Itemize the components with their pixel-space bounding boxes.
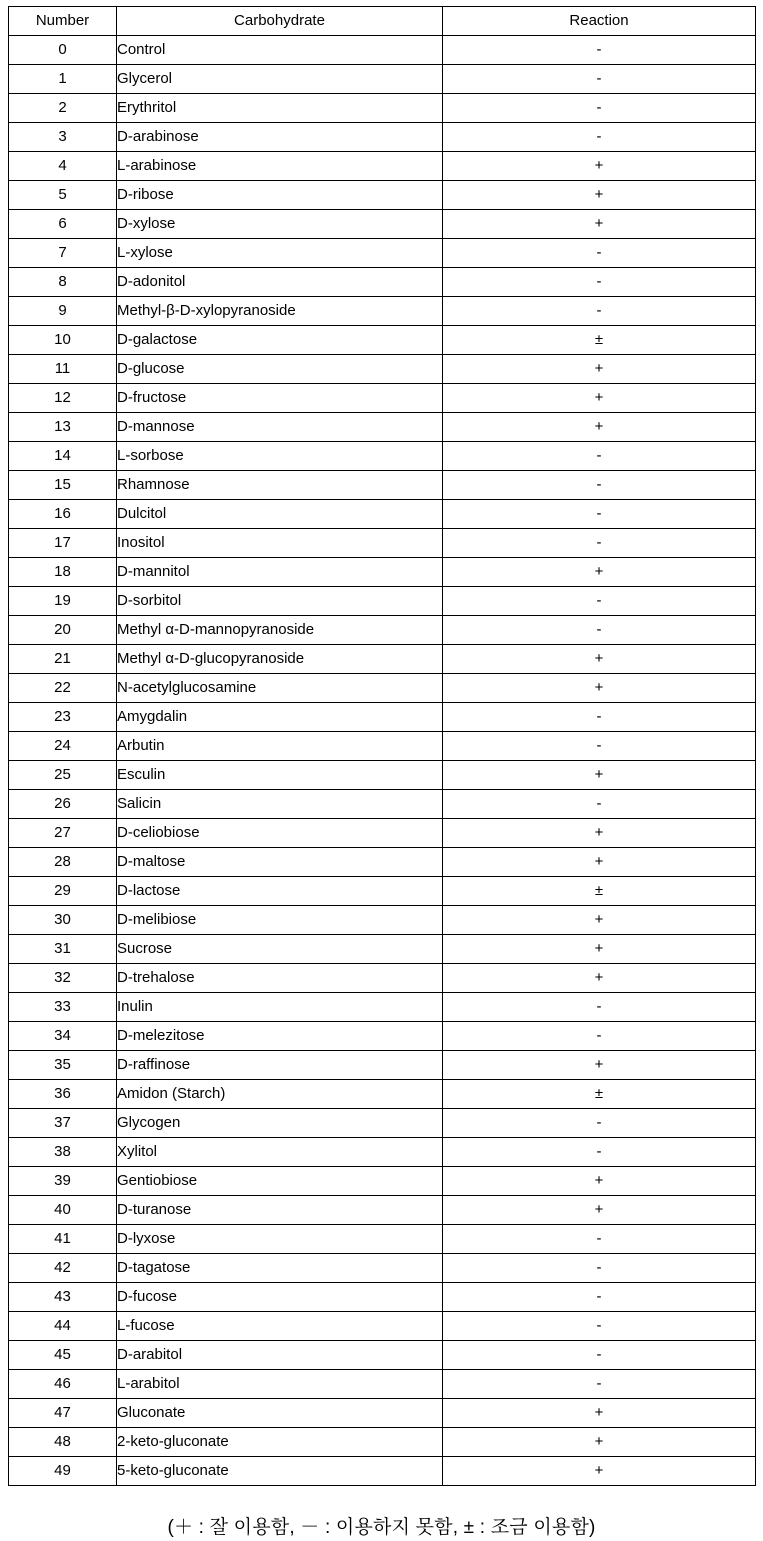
table-row — [9, 616, 756, 645]
cell-carbohydrate: Amidon (Starch) — [117, 1080, 443, 1109]
cell-carbohydrate: Inulin — [117, 993, 443, 1022]
cell-carbohydrate: D-galactose — [117, 326, 443, 355]
table-body — [9, 36, 756, 1486]
cell-number: 10 — [9, 326, 117, 355]
cell-number: 31 — [9, 935, 117, 964]
cell-carbohydrate: D-arabitol — [117, 1341, 443, 1370]
cell-number: 30 — [9, 906, 117, 935]
cell-number: 18 — [9, 558, 117, 587]
cell-reaction: - — [443, 993, 756, 1022]
cell-reaction: + — [443, 210, 756, 239]
cell-carbohydrate: L-xylose — [117, 239, 443, 268]
cell-number: 28 — [9, 848, 117, 877]
cell-carbohydrate: Methyl-β-D-xylopyranoside — [117, 297, 443, 326]
cell-number: 32 — [9, 964, 117, 993]
cell-carbohydrate: Methyl α-D-mannopyranoside — [117, 616, 443, 645]
table-row — [9, 645, 756, 674]
cell-reaction: + — [443, 1428, 756, 1457]
cell-reaction: - — [443, 65, 756, 94]
table-row — [9, 848, 756, 877]
cell-carbohydrate: D-sorbitol — [117, 587, 443, 616]
cell-reaction: - — [443, 239, 756, 268]
cell-number: 3 — [9, 123, 117, 152]
cell-carbohydrate: L-fucose — [117, 1312, 443, 1341]
cell-reaction: ± — [443, 1080, 756, 1109]
cell-reaction: + — [443, 1051, 756, 1080]
cell-carbohydrate: D-tagatose — [117, 1254, 443, 1283]
cell-carbohydrate: Dulcitol — [117, 500, 443, 529]
cell-reaction: - — [443, 1254, 756, 1283]
table-row — [9, 1457, 756, 1486]
table-row — [9, 1283, 756, 1312]
table-row — [9, 1051, 756, 1080]
cell-carbohydrate: D-mannitol — [117, 558, 443, 587]
column-header-carbohydrate: Carbohydrate — [117, 7, 443, 36]
cell-number: 38 — [9, 1138, 117, 1167]
cell-number: 14 — [9, 442, 117, 471]
cell-reaction: + — [443, 152, 756, 181]
cell-carbohydrate: Control — [117, 36, 443, 65]
table-row — [9, 500, 756, 529]
cell-carbohydrate: L-sorbose — [117, 442, 443, 471]
table-row — [9, 152, 756, 181]
table-row — [9, 819, 756, 848]
cell-reaction: ± — [443, 326, 756, 355]
cell-carbohydrate: D-trehalose — [117, 964, 443, 993]
cell-number: 29 — [9, 877, 117, 906]
cell-reaction: - — [443, 1109, 756, 1138]
cell-reaction: ± — [443, 877, 756, 906]
cell-carbohydrate: N-acetylglucosamine — [117, 674, 443, 703]
cell-number: 9 — [9, 297, 117, 326]
cell-reaction: + — [443, 558, 756, 587]
table-row — [9, 1428, 756, 1457]
table-row — [9, 471, 756, 500]
table-row — [9, 1341, 756, 1370]
table-row — [9, 210, 756, 239]
table-row — [9, 384, 756, 413]
cell-number: 44 — [9, 1312, 117, 1341]
cell-carbohydrate: Methyl α-D-glucopyranoside — [117, 645, 443, 674]
table-row — [9, 65, 756, 94]
table-row — [9, 94, 756, 123]
cell-number: 0 — [9, 36, 117, 65]
cell-number: 8 — [9, 268, 117, 297]
cell-reaction: - — [443, 1283, 756, 1312]
cell-carbohydrate: 2-keto-gluconate — [117, 1428, 443, 1457]
cell-reaction: + — [443, 384, 756, 413]
cell-number: 35 — [9, 1051, 117, 1080]
column-header-number: Number — [9, 7, 117, 36]
cell-carbohydrate: Gluconate — [117, 1399, 443, 1428]
cell-number: 16 — [9, 500, 117, 529]
table-row — [9, 123, 756, 152]
cell-carbohydrate: Glycogen — [117, 1109, 443, 1138]
cell-reaction: - — [443, 587, 756, 616]
cell-carbohydrate: D-raffinose — [117, 1051, 443, 1080]
cell-number: 48 — [9, 1428, 117, 1457]
cell-number: 24 — [9, 732, 117, 761]
table-row — [9, 761, 756, 790]
table-row — [9, 1109, 756, 1138]
cell-reaction: + — [443, 761, 756, 790]
cell-reaction: - — [443, 442, 756, 471]
table-row — [9, 558, 756, 587]
table-row — [9, 1225, 756, 1254]
cell-reaction: - — [443, 268, 756, 297]
cell-carbohydrate: D-turanose — [117, 1196, 443, 1225]
cell-reaction: - — [443, 1138, 756, 1167]
table-row — [9, 703, 756, 732]
cell-carbohydrate: D-arabinose — [117, 123, 443, 152]
cell-carbohydrate: L-arabinose — [117, 152, 443, 181]
table-row — [9, 906, 756, 935]
cell-number: 15 — [9, 471, 117, 500]
cell-number: 47 — [9, 1399, 117, 1428]
table-row — [9, 993, 756, 1022]
cell-reaction: - — [443, 732, 756, 761]
cell-number: 19 — [9, 587, 117, 616]
cell-number: 42 — [9, 1254, 117, 1283]
cell-reaction: - — [443, 297, 756, 326]
table-row — [9, 790, 756, 819]
cell-number: 23 — [9, 703, 117, 732]
table-row — [9, 1080, 756, 1109]
cell-carbohydrate: D-maltose — [117, 848, 443, 877]
table-row — [9, 1312, 756, 1341]
cell-reaction: + — [443, 819, 756, 848]
cell-number: 49 — [9, 1457, 117, 1486]
table-row — [9, 413, 756, 442]
cell-reaction: + — [443, 181, 756, 210]
table-row — [9, 877, 756, 906]
cell-reaction: - — [443, 1225, 756, 1254]
cell-carbohydrate: D-lyxose — [117, 1225, 443, 1254]
cell-reaction: - — [443, 529, 756, 558]
cell-reaction: - — [443, 703, 756, 732]
cell-carbohydrate: D-glucose — [117, 355, 443, 384]
cell-carbohydrate: Inositol — [117, 529, 443, 558]
cell-reaction: + — [443, 674, 756, 703]
table-row — [9, 297, 756, 326]
cell-reaction: - — [443, 123, 756, 152]
table-row — [9, 964, 756, 993]
cell-carbohydrate: Xylitol — [117, 1138, 443, 1167]
cell-reaction: + — [443, 355, 756, 384]
cell-number: 43 — [9, 1283, 117, 1312]
cell-carbohydrate: D-melezitose — [117, 1022, 443, 1051]
cell-number: 4 — [9, 152, 117, 181]
cell-number: 22 — [9, 674, 117, 703]
cell-number: 41 — [9, 1225, 117, 1254]
cell-reaction: - — [443, 790, 756, 819]
table-row — [9, 674, 756, 703]
cell-carbohydrate: Rhamnose — [117, 471, 443, 500]
cell-reaction: - — [443, 1022, 756, 1051]
cell-number: 12 — [9, 384, 117, 413]
cell-carbohydrate: D-fucose — [117, 1283, 443, 1312]
cell-number: 6 — [9, 210, 117, 239]
cell-reaction: + — [443, 645, 756, 674]
cell-carbohydrate: Arbutin — [117, 732, 443, 761]
table-row — [9, 529, 756, 558]
cell-number: 1 — [9, 65, 117, 94]
cell-number: 20 — [9, 616, 117, 645]
cell-reaction: + — [443, 964, 756, 993]
cell-number: 5 — [9, 181, 117, 210]
cell-reaction: - — [443, 1312, 756, 1341]
cell-reaction: - — [443, 500, 756, 529]
table-row — [9, 239, 756, 268]
cell-reaction: - — [443, 36, 756, 65]
legend-text: (＋ : 잘 이용함, － : 이용하지 못함, ± : 조금 이용함) — [167, 1517, 596, 1538]
cell-carbohydrate: D-fructose — [117, 384, 443, 413]
cell-number: 21 — [9, 645, 117, 674]
cell-number: 40 — [9, 1196, 117, 1225]
cell-reaction: + — [443, 1167, 756, 1196]
cell-carbohydrate: Esculin — [117, 761, 443, 790]
table-row — [9, 442, 756, 471]
cell-number: 37 — [9, 1109, 117, 1138]
cell-carbohydrate: D-lactose — [117, 877, 443, 906]
cell-number: 34 — [9, 1022, 117, 1051]
cell-number: 36 — [9, 1080, 117, 1109]
cell-number: 7 — [9, 239, 117, 268]
column-header-reaction: Reaction — [443, 7, 756, 36]
cell-carbohydrate: Amygdalin — [117, 703, 443, 732]
table-row — [9, 1254, 756, 1283]
table-header — [9, 7, 756, 36]
cell-reaction: + — [443, 906, 756, 935]
cell-number: 13 — [9, 413, 117, 442]
cell-number: 25 — [9, 761, 117, 790]
table-row — [9, 268, 756, 297]
carbohydrate-reaction-table — [8, 6, 756, 1486]
cell-reaction: - — [443, 1341, 756, 1370]
cell-number: 2 — [9, 94, 117, 123]
cell-reaction: + — [443, 848, 756, 877]
cell-number: 26 — [9, 790, 117, 819]
table-row — [9, 732, 756, 761]
cell-carbohydrate: D-celiobiose — [117, 819, 443, 848]
table-row — [9, 1196, 756, 1225]
cell-reaction: + — [443, 413, 756, 442]
cell-number: 33 — [9, 993, 117, 1022]
table-row — [9, 36, 756, 65]
cell-reaction: + — [443, 1196, 756, 1225]
cell-number: 11 — [9, 355, 117, 384]
cell-carbohydrate: Sucrose — [117, 935, 443, 964]
cell-carbohydrate: Gentiobiose — [117, 1167, 443, 1196]
table-row — [9, 181, 756, 210]
cell-reaction: - — [443, 471, 756, 500]
table-row — [9, 1399, 756, 1428]
cell-carbohydrate: L-arabitol — [117, 1370, 443, 1399]
cell-carbohydrate: Salicin — [117, 790, 443, 819]
cell-number: 46 — [9, 1370, 117, 1399]
cell-carbohydrate: D-mannose — [117, 413, 443, 442]
cell-reaction: + — [443, 1399, 756, 1428]
table-row — [9, 1022, 756, 1051]
table-row — [9, 326, 756, 355]
cell-reaction: - — [443, 1370, 756, 1399]
cell-reaction: - — [443, 94, 756, 123]
cell-number: 27 — [9, 819, 117, 848]
cell-carbohydrate: D-melibiose — [117, 906, 443, 935]
cell-carbohydrate: D-adonitol — [117, 268, 443, 297]
table-row — [9, 587, 756, 616]
table-row — [9, 1167, 756, 1196]
cell-number: 17 — [9, 529, 117, 558]
cell-number: 45 — [9, 1341, 117, 1370]
cell-reaction: + — [443, 1457, 756, 1486]
table-row — [9, 1138, 756, 1167]
cell-carbohydrate: Erythritol — [117, 94, 443, 123]
cell-carbohydrate: D-xylose — [117, 210, 443, 239]
table-row — [9, 1370, 756, 1399]
cell-number: 39 — [9, 1167, 117, 1196]
cell-carbohydrate: 5-keto-gluconate — [117, 1457, 443, 1486]
cell-carbohydrate: Glycerol — [117, 65, 443, 94]
table-row — [9, 355, 756, 384]
cell-reaction: - — [443, 616, 756, 645]
table-row — [9, 935, 756, 964]
table-header-row — [9, 7, 756, 36]
cell-carbohydrate: D-ribose — [117, 181, 443, 210]
cell-reaction: + — [443, 935, 756, 964]
